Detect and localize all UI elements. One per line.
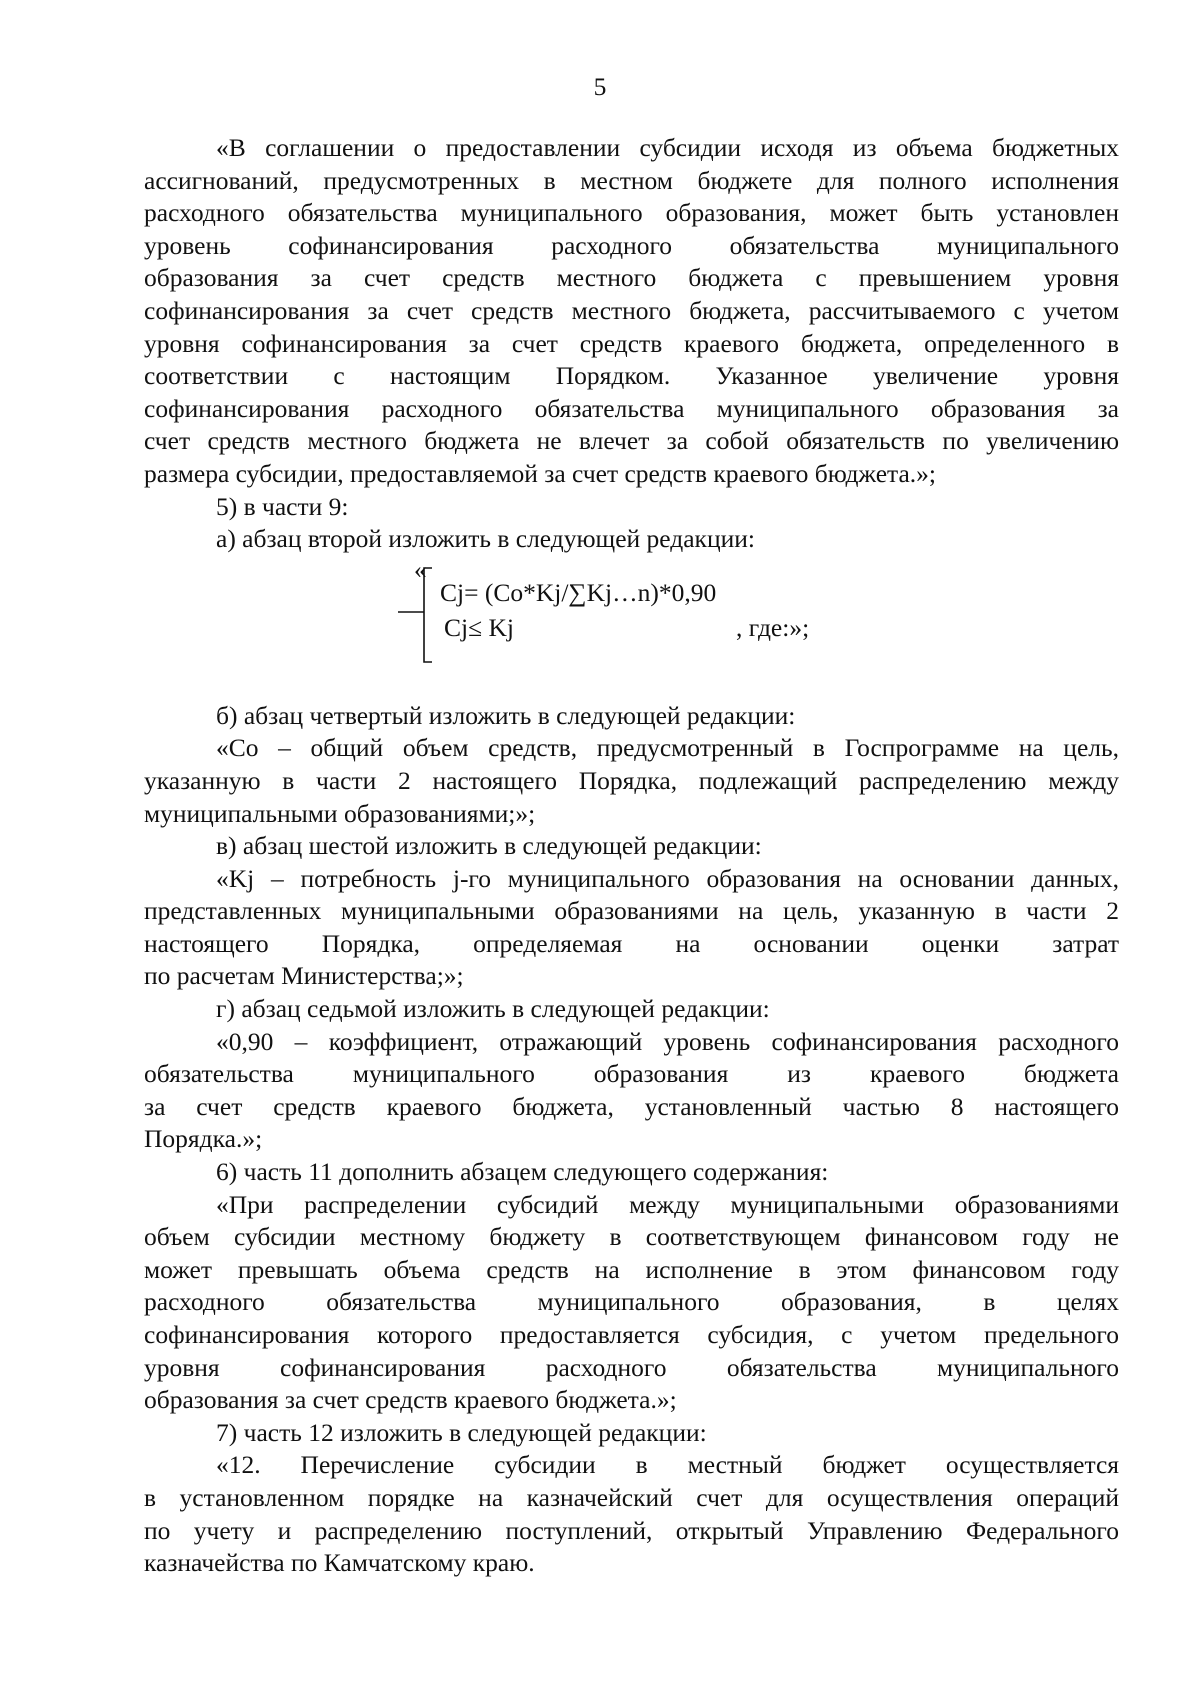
text-line: может превышать объема средств на исполнение в этом финансовом году [144, 1254, 1119, 1284]
text-line: Порядка.»; [144, 1124, 263, 1154]
spacer [144, 672, 1119, 700]
text-line: образования за счет средств местного бюджета с превышением уровня [144, 263, 1119, 293]
text-line: расходного обязательства муниципального образования, в целях [144, 1287, 1119, 1317]
text-line: муниципальными образованиями;»; [144, 798, 536, 828]
text-line: за счет средств краевого бюджета, установленный частью 8 настоящего [144, 1091, 1119, 1121]
formula-line-2: Cj≤ Kj [444, 612, 514, 642]
text-line: «При распределении субсидий между муниципальными образованиями [216, 1189, 1119, 1219]
text-line: «12. Перечисление субсидии в местный бюджет осуществляется [216, 1450, 1119, 1480]
text-line: «0,90 – коэффициент, отражающий уровень софинансирования расходного [216, 1026, 1119, 1056]
item-7-heading: 7) часть 12 изложить в следующей редакции: [216, 1417, 707, 1447]
item-5-heading: 5) в части 9: [216, 491, 349, 521]
text-line: уровня софинансирования за счет средств краевого бюджета, определенного в [144, 328, 1119, 358]
paragraph-distribution [144, 1189, 1119, 1417]
text-line: образования за счет средств краевого бюджета.»; [144, 1385, 677, 1415]
text-line: «Kj – потребность j-го муниципального образования на основании данных, [216, 863, 1119, 893]
text-line: «В соглашении о предоставлении субсидии исходя из объема бюджетных [216, 133, 1119, 162]
formula-tail: , где:»; [736, 612, 810, 642]
text-line: представленных муниципальными образованиями на цель, указанную в части 2 [144, 896, 1119, 926]
text-line: указанную в части 2 настоящего Порядка, подлежащий распределению между [144, 765, 1119, 795]
text-line: уровня софинансирования расходного обязательства муниципального [144, 1352, 1119, 1382]
paragraph-co [144, 732, 1119, 830]
text-line: в установленном порядке на казначейский счет для осуществления операций [144, 1482, 1119, 1512]
text-line: по расчетам Министерства;»; [144, 961, 464, 991]
paragraph-coefficient [144, 1026, 1119, 1156]
document-body [144, 132, 1119, 1580]
formula-block [144, 556, 1119, 672]
text-line: расходного обязательства муниципального образования, может быть установлен [144, 198, 1119, 228]
formula-open-quote: « [414, 554, 427, 584]
text-line: счет средств местного бюджета не влечет за собой обязательств по увеличению [144, 426, 1119, 456]
text-line: уровень софинансирования расходного обязательства муниципального [144, 230, 1119, 260]
text-line: настоящего Порядка, определяемая на основании оценки затрат [144, 928, 1119, 958]
text-line: софинансирования которого предоставляется субсидия, с учетом предельного [144, 1320, 1119, 1349]
text-line: по учету и распределению поступлений, открытый Управлению Федерального [144, 1515, 1119, 1545]
item-5g-heading: г) абзац седьмой изложить в следующей редакции: [216, 994, 770, 1024]
text-line: «Co – общий объем средств, предусмотренный в Госпрограмме на цель, [216, 733, 1119, 763]
text-line: софинансирования расходного обязательства муниципального образования за [144, 393, 1119, 423]
text-line: обязательства муниципального образования из краевого бюджета [144, 1059, 1119, 1089]
text-line: ассигнований, предусмотренных в местном бюджете для полного исполнения [144, 165, 1119, 195]
text-line: софинансирования за счет средств местного бюджета, рассчитываемого с учетом [144, 295, 1119, 325]
item-5b-heading: б) абзац четвертый изложить в следующей редакции: [216, 700, 796, 730]
text-line: казначейства по Камчатскому краю. [144, 1548, 535, 1578]
left-brace-icon [394, 564, 434, 668]
page-number: 5 [593, 72, 607, 101]
text-line: размера субсидии, предоставляемой за счет средств краевого бюджета.»; [144, 458, 937, 488]
item-5a-heading: а) абзац второй изложить в следующей редакции: [216, 524, 755, 554]
paragraph-agreement [144, 132, 1119, 491]
paragraph-transfer [144, 1449, 1119, 1579]
paragraph-kj [144, 863, 1119, 993]
item-6-heading: 6) часть 11 дополнить абзацем следующего содержания: [216, 1157, 829, 1187]
text-line: объем субсидии местному бюджету в соответствующем финансовом году не [144, 1222, 1119, 1252]
text-line: соответствии с настоящим Порядком. Указанное увеличение уровня [144, 361, 1119, 391]
formula-line-1: Cj= (Co*Kj/∑Kj…n)*0,90 [440, 577, 717, 607]
item-5v-heading: в) абзац шестой изложить в следующей редакции: [216, 831, 762, 861]
